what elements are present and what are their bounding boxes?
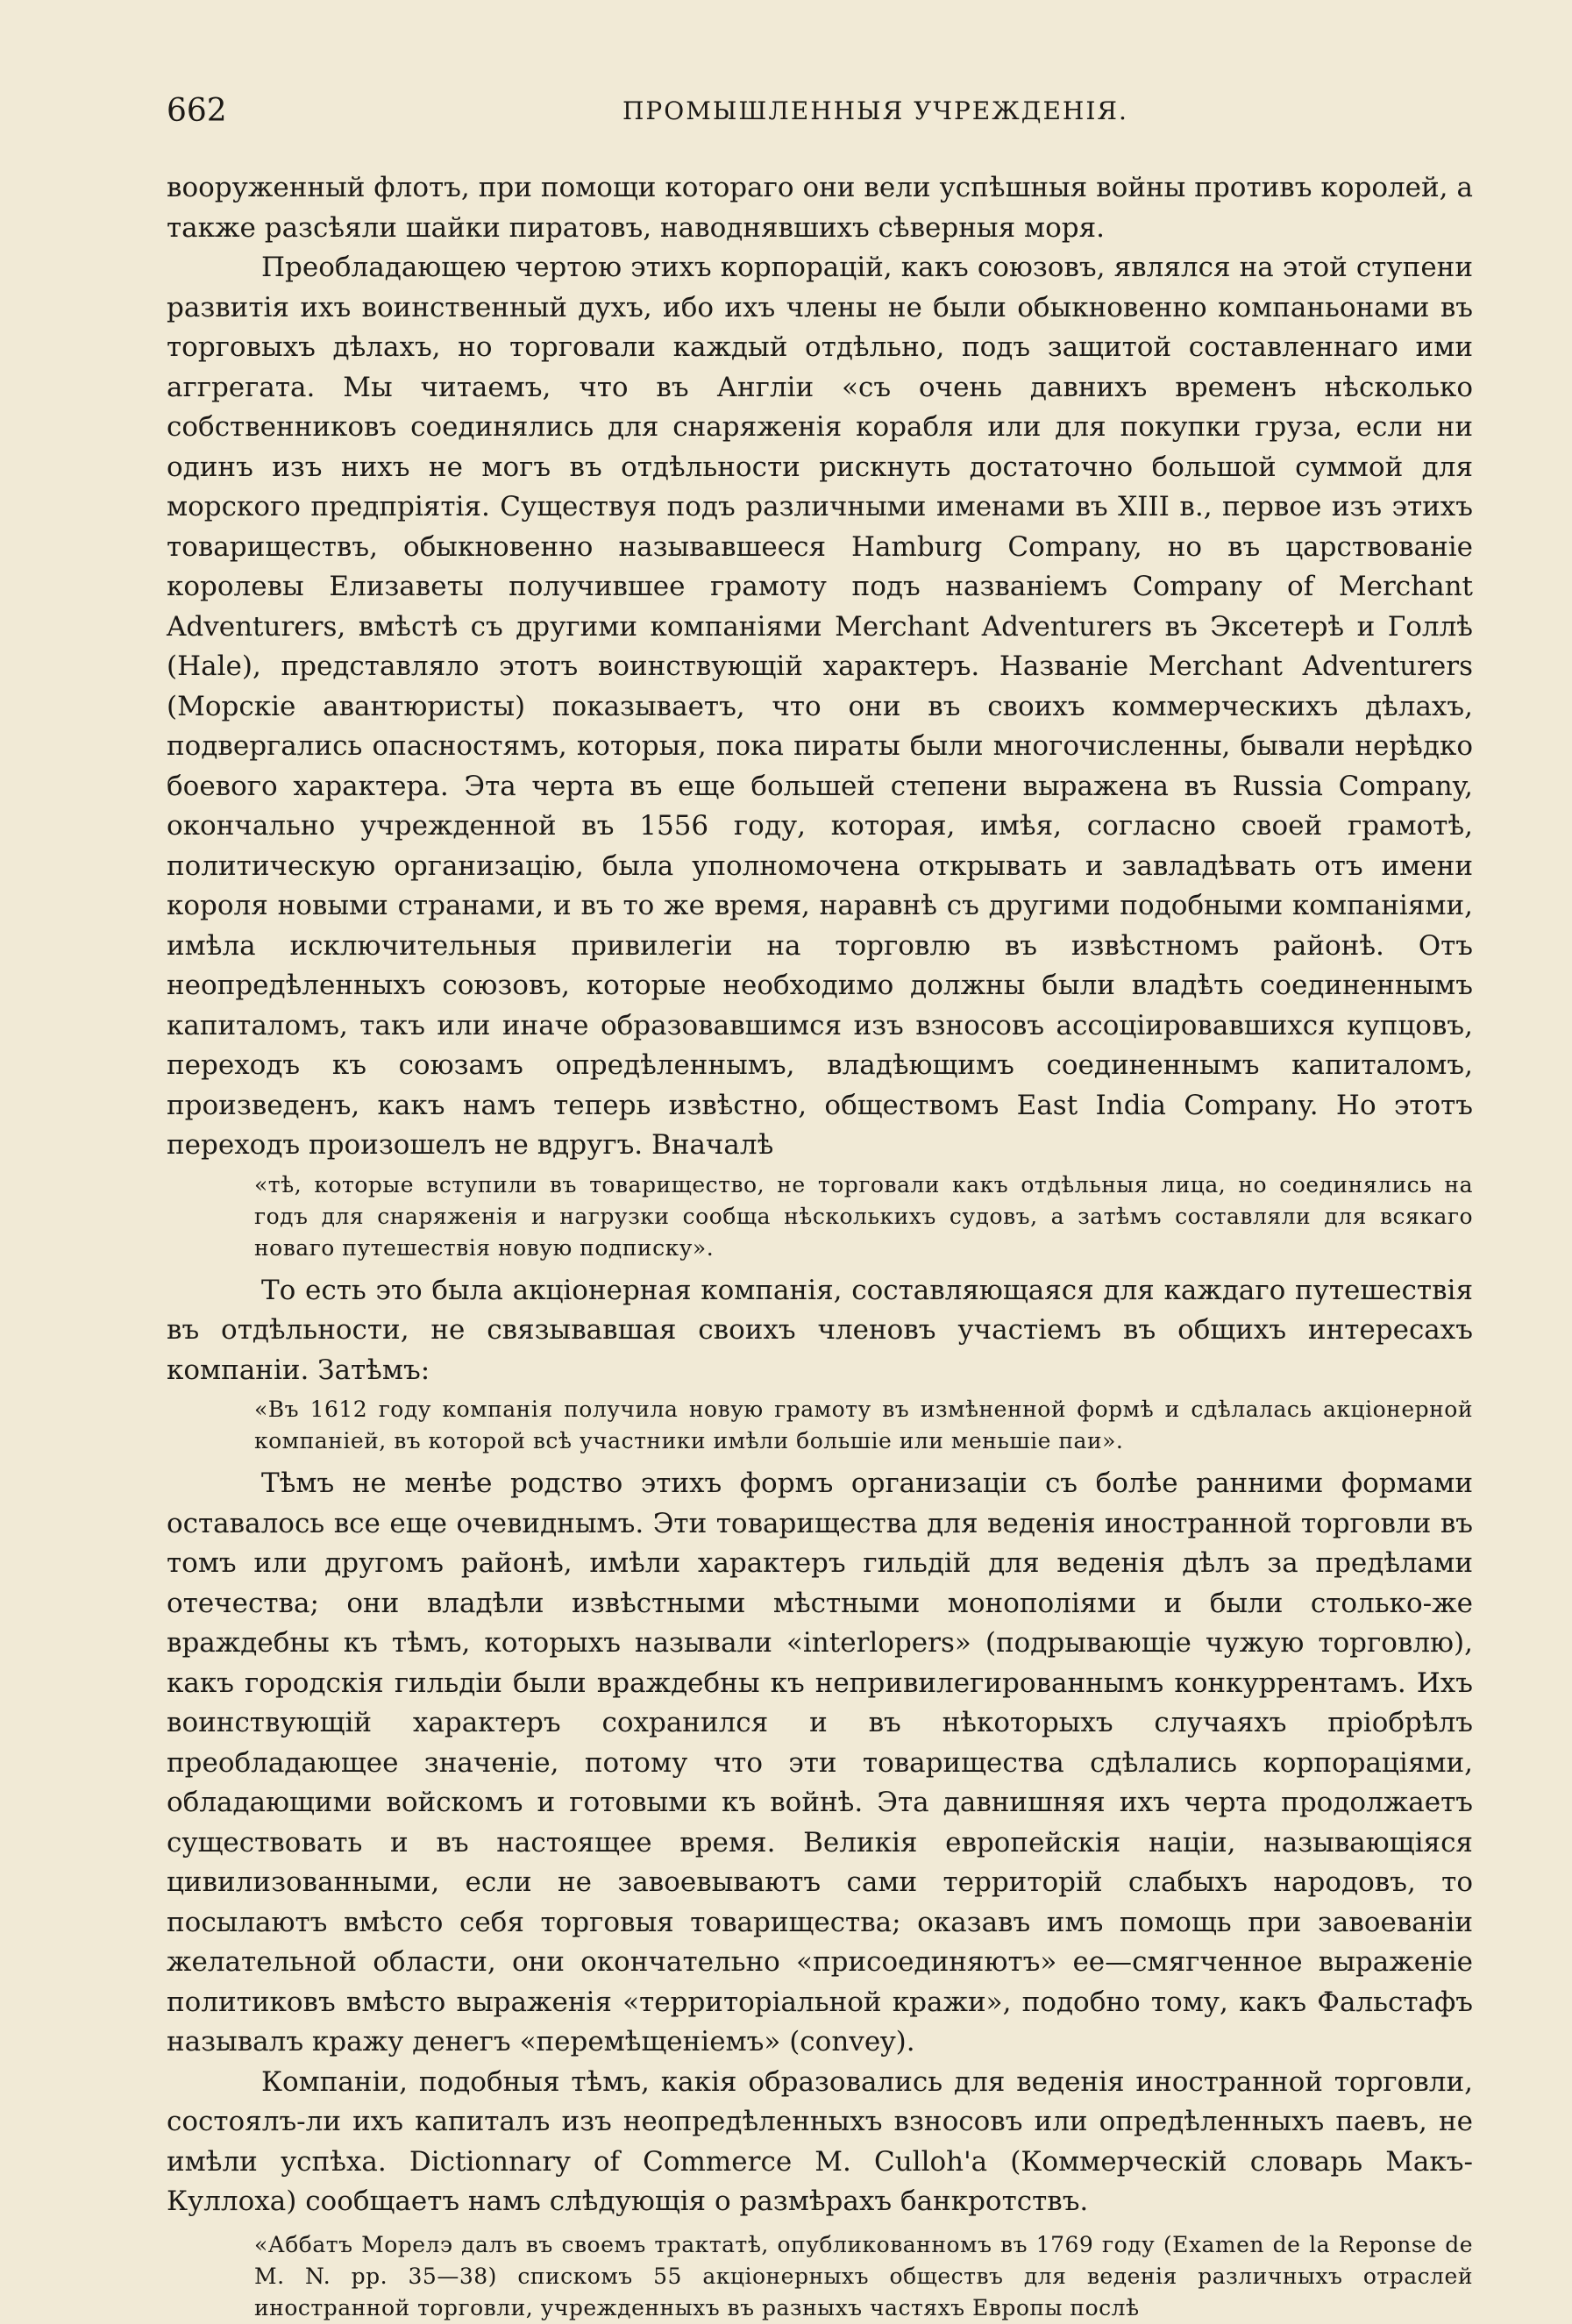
paragraph-1: вооруженный флотъ, при помощи котораго они вели успѣшныя войны противъ королей, а также разсѣяли шайки пиратовъ, наводнявшихъ сѣверныя моря. — [167, 172, 1473, 244]
paragraph-4: Тѣмъ не менѣе родство этихъ формъ организаціи съ болѣе ранними формами оставалось все еще очевиднымъ. Эти товарищества для веденія иностранной торговли въ томъ или другомъ районѣ, имѣли характеръ гильдій для веденія дѣлъ за предѣлами отечества; они владѣли извѣстными мѣстными монополіями и были столько-же враждебны къ тѣмъ, которыхъ называли «interlopers» (подрывающіе чужую торговлю), какъ городскія гильдіи были враждебны къ непривилегированнымъ конкуррентамъ. Ихъ воинствующій характеръ сохранился и въ нѣкоторыхъ случаяхъ пріобрѣлъ преобладающее значеніе, потому что эти товарищества сдѣлались корпораціями, обладающими войскомъ и готовыми къ войнѣ. Эта давнишняя ихъ черта продолжаетъ существовать и въ настоящее время. Великія европейскія націи, называющіяся цивилизованными, если не завоевываютъ сами территорій слабыхъ народовъ, то посылаютъ вмѣсто себя торговыя товарищества; оказавъ имъ помощь при завоеваніи желательной области, они окончательно «присоединяютъ» ее—смягченное выраженіе политиковъ вмѣсто выраженія «территоріальной кражи», подобно тому, какъ Фальстафъ называлъ кражу денегъ «перемѣщеніемъ» (convey). — [167, 1468, 1473, 2057]
page-body — [167, 168, 1473, 2324]
block-quote-1: «тѣ, которые вступили въ товарищество, не торговали какъ отдѣльныя лица, но соединялись на годъ для снаряженія и нагрузки сообща нѣсколькихъ судовъ, а затѣмъ составляли для всякаго новаго путешествія новую подписку». — [254, 1171, 1473, 1261]
page-header — [167, 88, 1473, 140]
paragraph-5: Компаніи, подобныя тѣмъ, какія образовались для веденія иностранной торговли, состоялъ-ли ихъ капиталъ изъ неопредѣленныхъ взносовъ или опредѣленныхъ паевъ, не имѣли успѣха. Dictionnary of Commerce M. Culloh'a (Коммерческій словарь Макъ-Куллоха) сообщаетъ намъ слѣдующія о размѣрахъ банкротствъ. — [167, 2065, 1473, 2217]
paragraph-2: Преобладающею чертою этихъ корпорацій, какъ союзовъ, являлся на этой ступени развитія ихъ воинственный духъ, ибо ихъ члены не были обыкновенно компаньонами въ торговыхъ дѣлахъ, но торговали каждый отдѣльно, подъ защитой составленнаго ими аггрегата. Мы читаемъ, что въ Англіи «съ очень давнихъ временъ нѣсколько собственниковъ соединялись для снаряженія корабля или для покупки груза, если ни одинъ изъ нихъ не могъ въ отдѣльности рискнуть достаточно большой суммой для морского предпріятія. Существуя подъ различными именами въ XIII в., первое изъ этихъ товариществъ, обыкновенно называвшееся Hamburg Company, но въ царствованіе королевы Елизаветы получившее грамоту подъ названіемъ Company of Merchant Adventurers, вмѣстѣ съ другими компаніями Merchant Adventurers въ Эксетерѣ и Голлѣ (Hale), представляло этотъ воинствующій характеръ. Названіе Merchant Adventurers (Морскіе авантюристы) показываетъ, что они въ своихъ коммерческихъ дѣлахъ, подвергались опасностямъ, которыя, пока пираты были многочисленны, бывали нерѣдко боевого характера. Эта черта въ еще большей степени выражена въ Russia Company, окончально учрежденной въ 1556 году, которая, имѣя, согласно своей грамотѣ, политическую организацію, была уполномочена открывать и завладѣвать отъ имени короля новыми странами, и въ то же время, наравнѣ съ другими подобными компаніями, имѣла исключительныя привилегіи на торговлю въ извѣстномъ районѣ. Отъ неопредѣленныхъ союзовъ, которые необходимо должны были владѣть соединеннымъ капиталомъ, такъ или иначе образовавшимся изъ взносовъ ассоціировавшихся купцовъ, переходъ къ союзамъ опредѣленнымъ, владѣющимъ соединеннымъ капиталомъ, произведенъ, какъ намъ теперь извѣстно, обществомъ East India Company. Но этотъ переходъ произошелъ не вдругъ. Вначалѣ — [167, 252, 1473, 1161]
block-quote-2: «Въ 1612 году компанія получила новую грамоту въ измѣненной формѣ и сдѣлалась акціонерной компаніей, въ которой всѣ участники имѣли большіе или меньшіе паи». — [254, 1397, 1473, 1453]
page-number: 662 — [167, 93, 227, 129]
block-quote-3: «Аббатъ Морелэ далъ въ своемъ трактатѣ, опубликованномъ въ 1769 году (Examen de la Reponse de M. N. pp. 35—38) спискомъ 55 акціонерныхъ обществъ для веденія различныхъ отраслей иностранной торговли, учрежденныхъ въ разныхъ частяхъ Европы послѣ — [254, 2231, 1473, 2320]
paragraph-3: То есть это была акціонерная компанія, составляющаяся для каждаго путешествія въ отдѣльности, не связывавшая своихъ членовъ участіемъ въ общихъ интересахъ компаніи. Затѣмъ: — [167, 1274, 1473, 1386]
running-title: ПРОМЫШЛЕННЫЯ УЧРЕЖДЕНІЯ. — [622, 96, 1128, 125]
